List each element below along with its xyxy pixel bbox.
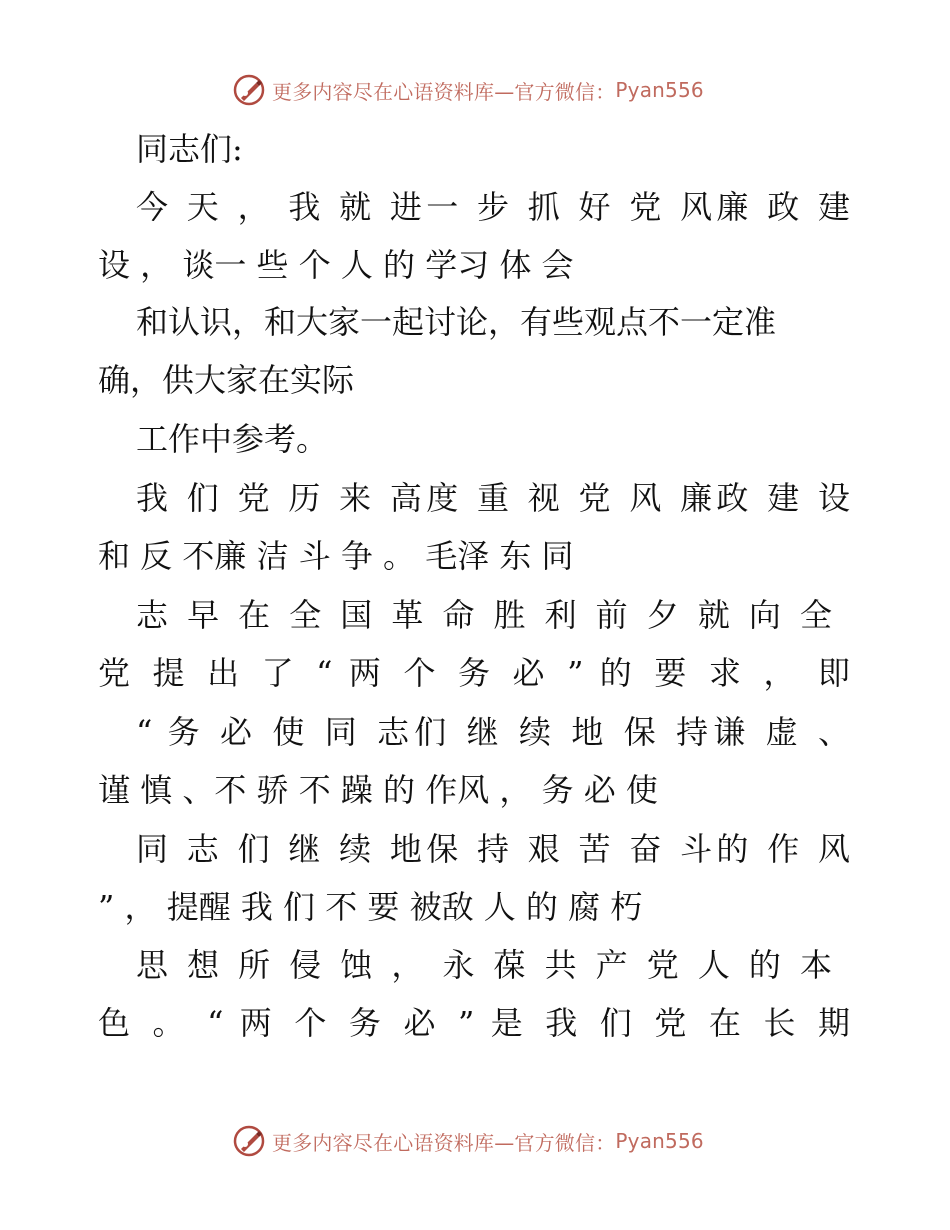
footer-watermark <box>232 1124 704 1158</box>
body-line: 同 志 们 继 续 地保 持 艰 苦 奋 斗的 作 风 <box>136 830 850 868</box>
body-line: 工作中参考。 <box>136 420 329 458</box>
body-line: 谨 慎 、不 骄 不 躁 的 作风 ， 务 必 使 <box>98 771 658 809</box>
body-line: 志 早 在 全 国 革 命 胜 利 前 夕 就 向 全 <box>136 596 832 634</box>
body-line: 我 们 党 历 来 高度 重 视 党 风 廉政 建 设 <box>136 479 850 517</box>
body-line: 思 想 所 侵 蚀 ， 永 葆 共 产 党 人 的 本 <box>136 946 832 984</box>
body-line: 党 提 出 了 “ 两 个 务 必 ” 的 要 求 ， 即 <box>98 654 850 692</box>
body-line: 今 天 ， 我 就 进一 步 抓 好 党 风廉 政 建 <box>136 188 850 226</box>
watermark-wechat-id: Pyan556 <box>615 78 704 102</box>
body-line: 设 ， 谈一 些 个 人 的 学习 体 会 <box>98 246 574 284</box>
body-line: 确，供大家在实际 <box>98 361 355 399</box>
watermark-wechat-id: Pyan556 <box>615 1129 704 1153</box>
body-line: 色 。 “ 两 个 务 必 ” 是 我 们 党 在 长 期 <box>98 1004 850 1042</box>
body-line: 同志们: <box>136 130 243 168</box>
body-line: 和 反 不廉 洁 斗 争 。 毛泽 东 同 <box>98 537 574 575</box>
body-line: “ 务 必 使 同 志们 继 续 地 保 持谦 虚 、 <box>136 713 850 751</box>
watermark-text: 更多内容尽在心语资料库—官方微信： <box>272 1130 616 1155</box>
pen-logo-icon <box>232 1124 266 1158</box>
body-line: 和认识，和大家一起讨论，有些观点不一定准 <box>136 303 777 341</box>
watermark-text: 更多内容尽在心语资料库—官方微信： <box>272 79 616 104</box>
header-watermark <box>232 73 704 107</box>
body-line: ” ， 提醒 我 们 不 要 被敌 人 的 腐 朽 <box>98 888 643 926</box>
pen-logo-icon <box>232 73 266 107</box>
